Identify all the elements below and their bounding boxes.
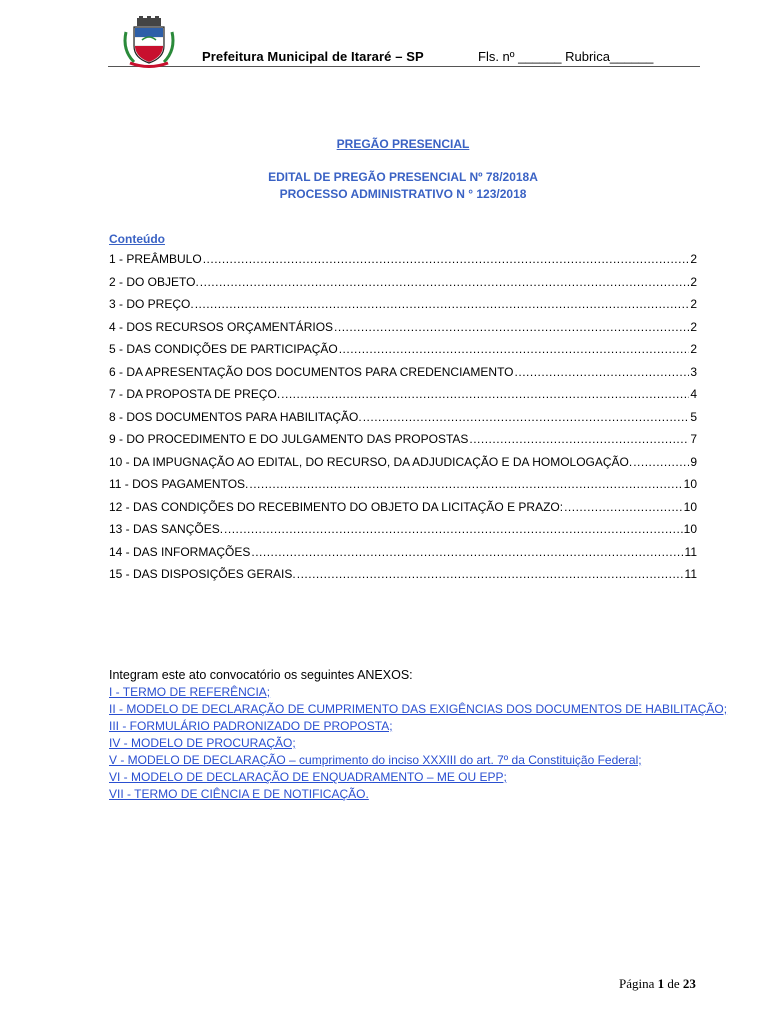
toc-item-page: 2: [690, 319, 697, 334]
header-fls-rubrica: Fls. nº ______ Rubrica______: [478, 49, 654, 64]
toc-item-label: 11 - DOS PAGAMENTOS.: [109, 477, 249, 491]
footer-total: 23: [682, 976, 696, 991]
toc-item-page: 5: [690, 409, 697, 424]
footer-of: de: [667, 976, 680, 991]
toc-item[interactable]: [109, 406, 697, 429]
document-heading: PREGÃO PRESENCIAL: [336, 137, 470, 151]
toc-item[interactable]: [109, 496, 697, 519]
toc-leader: [515, 361, 690, 383]
toc-item-label: 14 - DAS INFORMAÇÕES: [109, 544, 251, 559]
annex-link[interactable]: IV - MODELO DE PROCURAÇÃO;: [109, 736, 296, 750]
footer-label: Página: [619, 976, 655, 991]
toc-item-label: 5 - DAS CONDIÇÕES DE PARTICIPAÇÃO: [109, 342, 338, 356]
toc-item-label: 3 - DO PREÇO.: [109, 297, 194, 311]
annex-link[interactable]: III - FORMULÁRIO PADRONIZADO DE PROPOSTA;: [109, 719, 393, 733]
toc-item-page: 11: [684, 544, 697, 559]
toc-item-page: 2: [690, 252, 697, 266]
toc-item-page: 9: [690, 454, 697, 469]
toc-leader: [297, 563, 684, 585]
toc-item-label: 1 - PREÂMBULO: [109, 252, 202, 266]
toc-item[interactable]: [109, 563, 697, 586]
toc-item-page: 4: [690, 387, 697, 401]
toc-item[interactable]: [109, 518, 697, 541]
toc-leader: [564, 496, 683, 518]
toc-item-page: 10: [683, 499, 697, 514]
toc-item[interactable]: [109, 473, 697, 496]
toc-leader: [200, 271, 690, 293]
toc-item[interactable]: [109, 361, 697, 384]
processo-number: PROCESSO ADMINISTRATIVO N ° 123/2018: [279, 187, 527, 201]
annex-intro: Integram este ato convocatório os seguintes ANEXOS:: [109, 668, 413, 682]
toc-leader: [195, 293, 690, 315]
document-title-block: [0, 169, 770, 203]
toc-item[interactable]: [109, 271, 697, 294]
page-number-footer: [619, 976, 696, 992]
toc-item-label: 6 - DA APRESENTAÇÃO DOS DOCUMENTOS PARA CREDENCIAMENTO: [109, 364, 514, 379]
toc-item[interactable]: [109, 541, 697, 564]
toc-item-page: 10: [683, 522, 697, 536]
toc-leader: [469, 428, 689, 450]
toc-item-label: 10 - DA IMPUGNAÇÃO AO EDITAL, DO RECURSO, DA ADJUDICAÇÃO E DA HOMOLOGAÇÃO.: [109, 454, 633, 469]
toc-leader: [224, 518, 683, 540]
annex-link[interactable]: V - MODELO DE DECLARAÇÃO – cumprimento do inciso XXXIII do art. 7º da Constituição Federal;: [109, 753, 642, 767]
toc-leader: [203, 248, 690, 270]
toc-item-label: 9 - DO PROCEDIMENTO E DO JULGAMENTO DAS PROPOSTAS: [109, 432, 469, 446]
header-title: Prefeitura Municipal de Itararé – SP: [202, 49, 424, 64]
toc-item-label: 4 - DOS RECURSOS ORÇAMENTÁRIOS: [109, 319, 334, 334]
annex-link[interactable]: II - MODELO DE DECLARAÇÃO DE CUMPRIMENTO DAS EXIGÊNCIAS DOS DOCUMENTOS DE HABILITAÇÃO;: [109, 702, 728, 716]
footer-page: 1: [657, 976, 665, 991]
toc-item-page: 2: [690, 274, 697, 289]
annex-link[interactable]: VI - MODELO DE DECLARAÇÃO DE ENQUADRAMENTO – ME OU EPP;: [109, 770, 507, 784]
toc-heading: Conteúdo: [109, 232, 165, 246]
toc-item-label: 8 - DOS DOCUMENTOS PARA HABILITAÇÃO.: [109, 409, 362, 424]
toc-item[interactable]: [109, 316, 697, 339]
toc-item-page: 2: [690, 297, 697, 311]
toc-item-page: 10: [683, 477, 697, 491]
annex-link[interactable]: VII - TERMO DE CIÊNCIA E DE NOTIFICAÇÃO.: [109, 787, 369, 801]
toc-leader: [334, 316, 689, 338]
annex-list: [109, 684, 727, 803]
toc-leader: [251, 541, 683, 563]
toc-item-label: 7 - DA PROPOSTA DE PREÇO.: [109, 387, 281, 401]
toc-leader: [339, 338, 690, 360]
toc-item-label: 15 - DAS DISPOSIÇÕES GERAIS.: [109, 567, 296, 581]
toc-item-page: 7: [690, 432, 697, 446]
toc-item-page: 2: [690, 342, 697, 356]
toc-item[interactable]: [109, 338, 697, 361]
toc-item-page: 11: [684, 567, 697, 581]
toc-item-label: 2 - DO OBJETO.: [109, 274, 199, 289]
toc-item[interactable]: [109, 428, 697, 451]
toc-item-label: 12 - DAS CONDIÇÕES DO RECEBIMENTO DO OBJETO DA LICITAÇÃO E PRAZO:: [109, 499, 564, 514]
annex-link[interactable]: I - TERMO DE REFERÊNCIA;: [109, 685, 271, 699]
table-of-contents: [109, 248, 697, 586]
edital-number: EDITAL DE PREGÃO PRESENCIAL Nº 78/2018A: [268, 170, 538, 184]
toc-leader: [633, 451, 689, 473]
toc-item[interactable]: [109, 383, 697, 406]
toc-leader: [281, 383, 689, 405]
toc-item[interactable]: [109, 293, 697, 316]
toc-item-label: 13 - DAS SANÇÕES.: [109, 522, 224, 536]
page-header: [108, 20, 700, 67]
toc-item[interactable]: [109, 451, 697, 474]
toc-leader: [249, 473, 682, 495]
toc-item[interactable]: [109, 248, 697, 271]
toc-item-page: 3: [690, 364, 697, 379]
municipal-crest-icon: [120, 16, 178, 68]
toc-leader: [363, 406, 690, 428]
